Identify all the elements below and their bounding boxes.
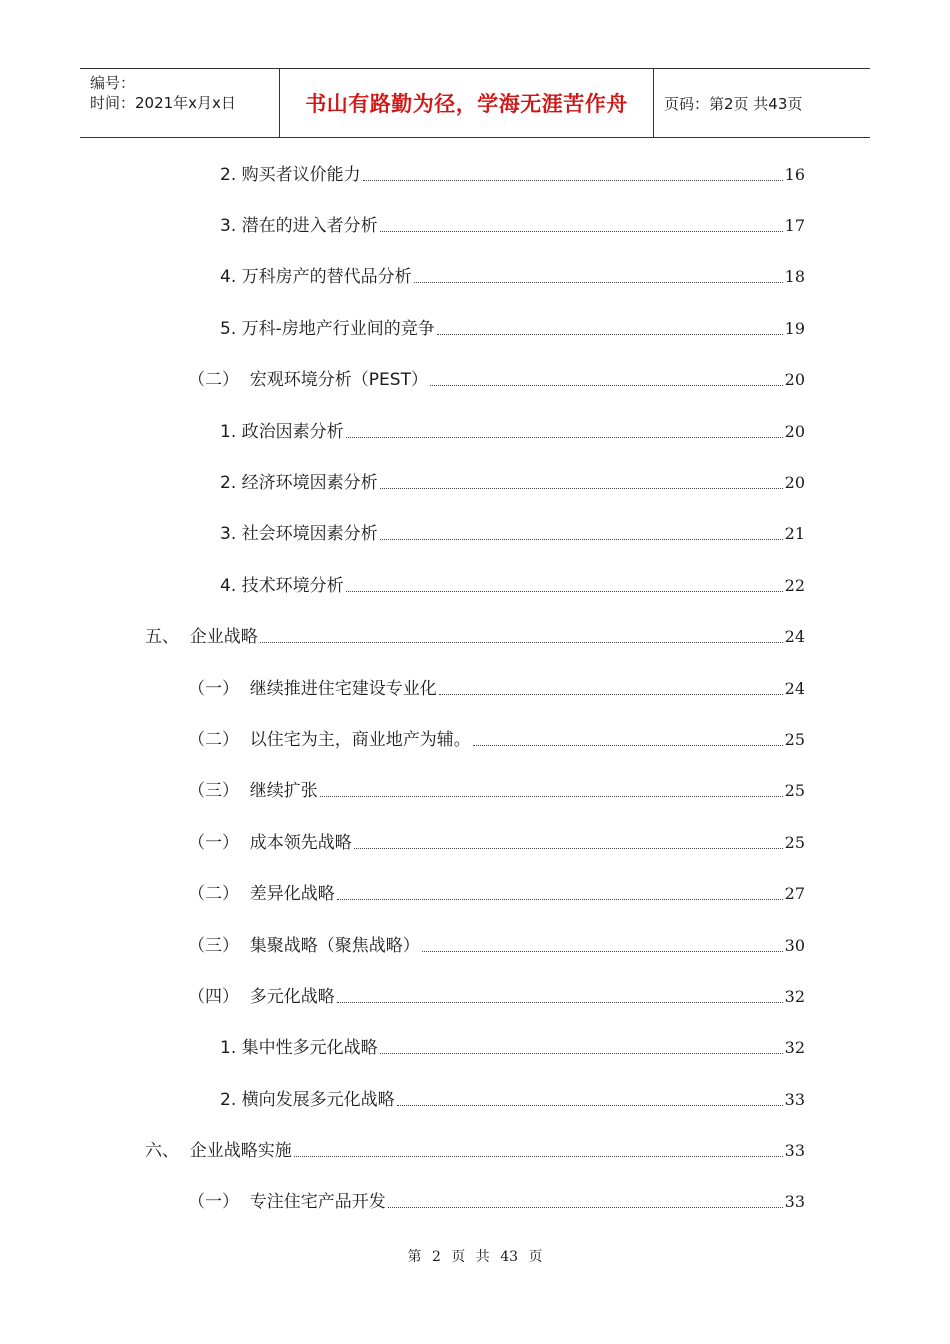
- toc-leader-dots: [473, 745, 783, 746]
- toc-entry[interactable]: [145, 622, 805, 648]
- toc-entry-page: 20: [784, 473, 805, 492]
- toc-entry[interactable]: [220, 160, 805, 186]
- toc-leader-dots: [380, 488, 783, 489]
- toc-entry[interactable]: [188, 674, 805, 700]
- toc-leader-dots: [380, 1053, 783, 1054]
- toc-entry-label: （二） 差异化战略: [188, 884, 335, 904]
- toc-entry-page: 24: [784, 679, 805, 698]
- toc-entry[interactable]: [188, 879, 805, 905]
- toc-leader-dots: [337, 899, 783, 900]
- toc-entry-label: （三） 集聚战略（聚焦战略）: [188, 936, 420, 956]
- toc-entry[interactable]: [220, 211, 805, 237]
- toc-entry-page: 33: [784, 1090, 805, 1109]
- toc-entry-label: 2. 购买者议价能力: [220, 165, 361, 185]
- toc-leader-dots: [388, 1207, 783, 1208]
- toc-entry-label: （一） 专注住宅产品开发: [188, 1192, 386, 1212]
- toc-entry[interactable]: [220, 1085, 805, 1111]
- toc-leader-dots: [346, 437, 783, 438]
- toc-entry[interactable]: [220, 417, 805, 443]
- toc-entry[interactable]: [188, 982, 805, 1008]
- header-time: 时间：2021年x月x日: [90, 94, 236, 112]
- toc-entry[interactable]: [188, 1187, 805, 1213]
- toc-entry[interactable]: [188, 828, 805, 854]
- toc-entry-label: （四） 多元化战略: [188, 987, 335, 1007]
- toc-entry-label: （一） 成本领先战略: [188, 833, 352, 853]
- toc-entry[interactable]: [220, 314, 805, 340]
- toc-leader-dots: [380, 231, 783, 232]
- toc-entry-page: 20: [784, 422, 805, 441]
- toc-entry-label: 五、 企业战略: [145, 627, 258, 647]
- toc-entry-label: （三） 继续扩张: [188, 781, 318, 801]
- toc-leader-dots: [346, 591, 783, 592]
- toc-entry[interactable]: [188, 776, 805, 802]
- toc-leader-dots: [320, 796, 783, 797]
- toc-entry-page: 27: [784, 884, 805, 903]
- toc-entry[interactable]: [220, 571, 805, 597]
- toc-entry-label: （二） 以住宅为主，商业地产为辅。: [188, 730, 471, 750]
- toc-leader-dots: [337, 1002, 783, 1003]
- toc-entry[interactable]: [220, 519, 805, 545]
- toc-entry-page: 18: [784, 267, 805, 286]
- header-motto: 书山有路勤为径，学海无涯苦作舟: [280, 69, 654, 137]
- toc-entry[interactable]: [188, 365, 805, 391]
- toc-entry-page: 25: [784, 730, 805, 749]
- toc-entry-label: 5. 万科-房地产行业间的竞争: [220, 319, 435, 339]
- toc-entry-label: 2. 经济环境因素分析: [220, 473, 378, 493]
- toc-entry[interactable]: [220, 262, 805, 288]
- toc-entry[interactable]: [220, 468, 805, 494]
- toc-leader-dots: [363, 180, 783, 181]
- toc-leader-dots: [422, 951, 783, 952]
- toc-leader-dots: [439, 694, 783, 695]
- toc-entry-label: （二） 宏观环境分析（PEST）: [188, 370, 428, 390]
- toc-leader-dots: [414, 282, 783, 283]
- toc-entry-label: 3. 潜在的进入者分析: [220, 216, 378, 236]
- toc-entry-page: 25: [784, 833, 805, 852]
- toc-entry-label: （一） 继续推进住宅建设专业化: [188, 679, 437, 699]
- toc-leader-dots: [397, 1105, 783, 1106]
- header-page-info: 页码：第2页 共43页: [664, 94, 803, 113]
- toc-entry-page: 16: [784, 165, 805, 184]
- toc-leader-dots: [294, 1156, 783, 1157]
- header-meta: [80, 69, 280, 137]
- page-footer: 第 2 页 共 43 页: [407, 1249, 543, 1265]
- toc-leader-dots: [380, 539, 783, 540]
- toc-leader-dots: [354, 848, 783, 849]
- toc-entry-page: 17: [784, 216, 805, 235]
- toc-entry-label: 2. 横向发展多元化战略: [220, 1090, 395, 1110]
- toc-entry-page: 22: [784, 576, 805, 595]
- toc-entry-page: 33: [784, 1141, 805, 1160]
- toc-entry-label: 4. 万科房产的替代品分析: [220, 267, 412, 287]
- page-header: [80, 68, 870, 138]
- toc-entry-page: 19: [784, 319, 805, 338]
- toc-entry-label: 1. 政治因素分析: [220, 422, 344, 442]
- toc-entry-page: 30: [784, 936, 805, 955]
- toc-entry-page: 24: [784, 627, 805, 646]
- toc-leader-dots: [437, 334, 783, 335]
- header-number: 编号：: [90, 74, 136, 92]
- toc-entry-label: 4. 技术环境分析: [220, 576, 344, 596]
- toc-entry-page: 20: [784, 370, 805, 389]
- toc-entry[interactable]: [188, 725, 805, 751]
- toc-leader-dots: [430, 385, 783, 386]
- toc-entry[interactable]: [145, 1136, 805, 1162]
- toc-entry-page: 33: [784, 1192, 805, 1211]
- toc-entry-label: 3. 社会环境因素分析: [220, 524, 378, 544]
- toc-entry[interactable]: [220, 1033, 805, 1059]
- toc-entry-page: 32: [784, 987, 805, 1006]
- toc-entry-label: 1. 集中性多元化战略: [220, 1038, 378, 1058]
- toc-entry-label: 六、 企业战略实施: [145, 1141, 292, 1161]
- toc-leader-dots: [260, 642, 783, 643]
- toc-entry-page: 25: [784, 781, 805, 800]
- toc-entry-page: 21: [784, 524, 805, 543]
- toc-entry[interactable]: [188, 931, 805, 957]
- toc-entry-page: 32: [784, 1038, 805, 1057]
